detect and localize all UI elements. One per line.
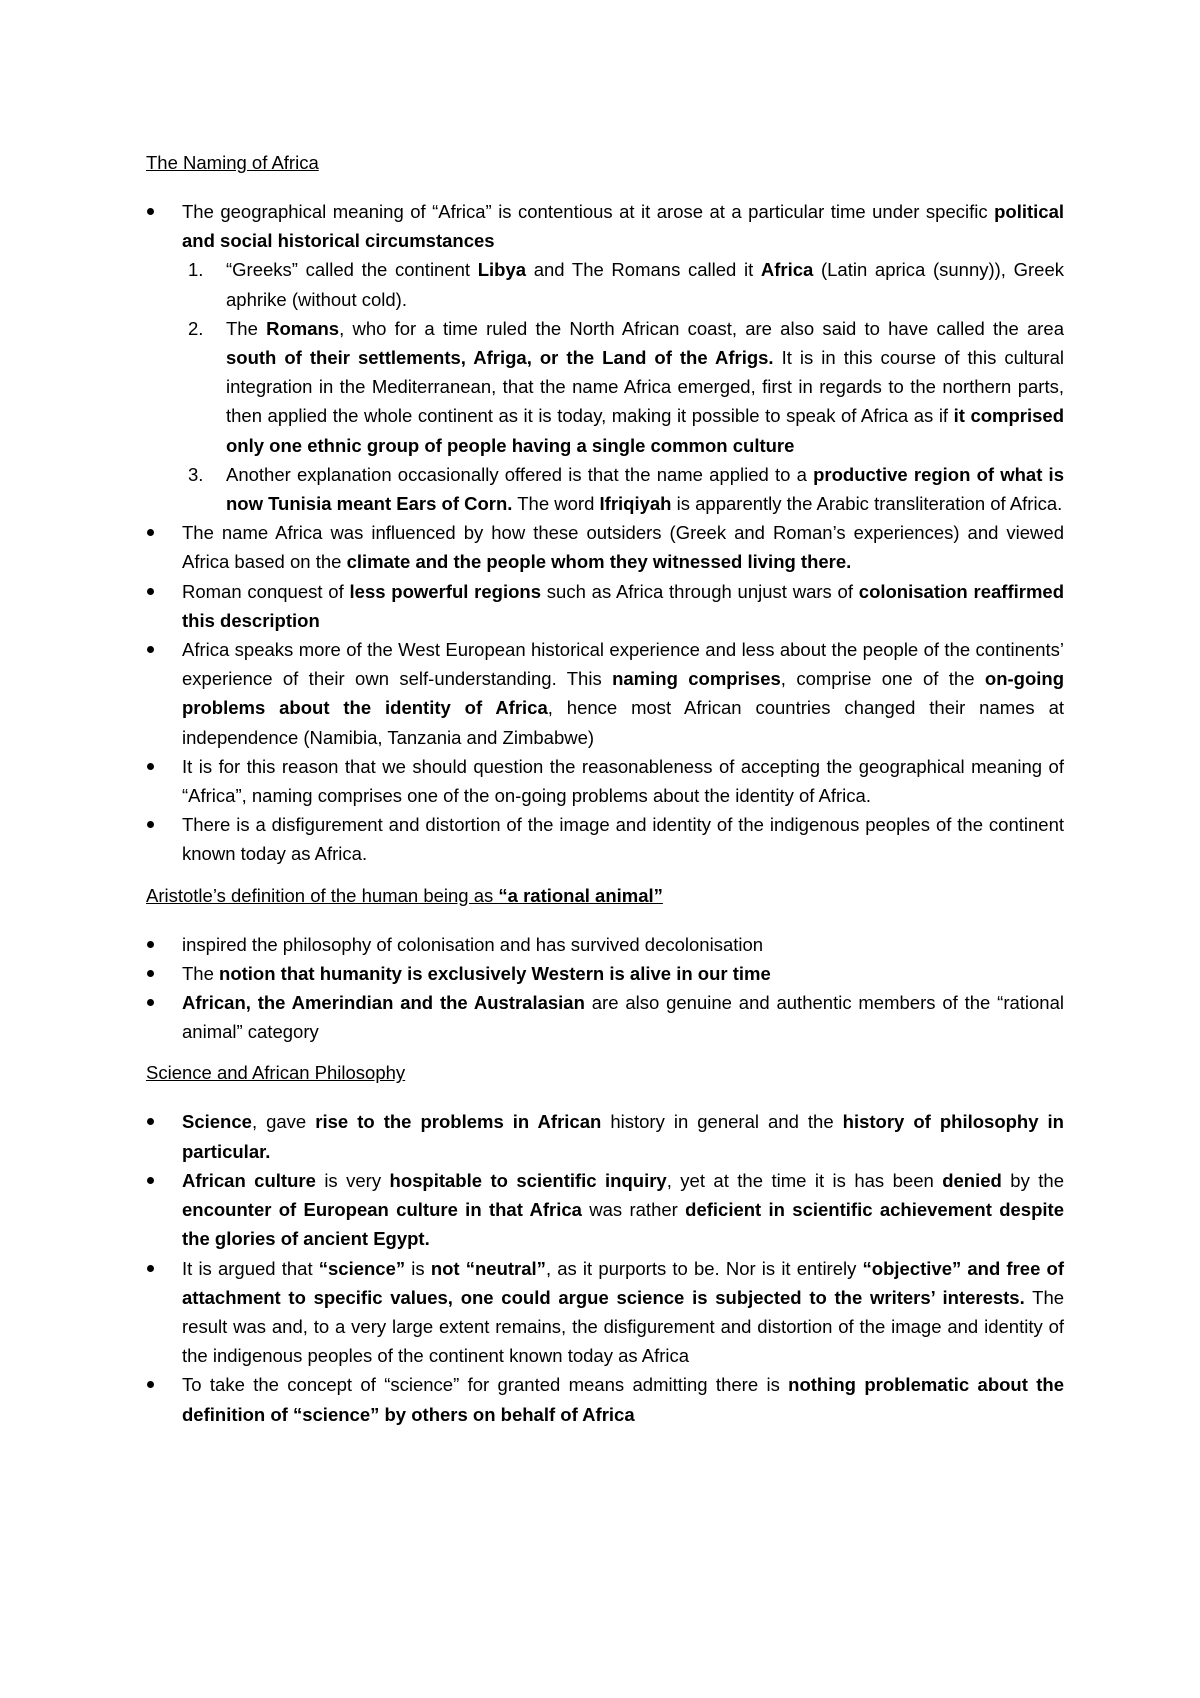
bullet-item xyxy=(146,930,1064,959)
text-run: It is for this reason that we should question the reasonableness of accepting the geographical meaning of “Africa”, naming comprises one of the on-going problems about the identity of Africa. xyxy=(182,755,1064,807)
text-run: , as it purports to be. Nor is it entirely xyxy=(545,1257,863,1279)
bullet-text xyxy=(182,810,1064,868)
bold-text: one could argue science is xyxy=(460,1286,708,1308)
text-run: There is a disfigurement and distortion of the image and identity of the indigenous peoples of the continent known today as Africa. xyxy=(182,814,1064,865)
bold-text: on-going problems about the identity of Africa xyxy=(182,668,1064,719)
item-number: 3. xyxy=(188,463,204,485)
bold-text: “objective” and free of attachment to specific values, xyxy=(182,1257,1064,1308)
bullet-text xyxy=(182,1107,1064,1165)
text-run: The geographical meaning of “Africa” is contentious at it arose at a particular time under specific xyxy=(182,201,995,222)
text-run xyxy=(453,1287,461,1308)
section-heading xyxy=(146,881,1064,910)
item-number: 2. xyxy=(188,317,204,339)
bullet-text xyxy=(182,1254,1064,1371)
text-run: inspired the philosophy of colonisation and has survived decolonisation xyxy=(182,933,764,955)
document-body xyxy=(146,148,1064,1429)
bold-text: rise to the problems in African xyxy=(315,1111,602,1133)
text-run: history in general and the xyxy=(601,1111,843,1133)
bullet-item xyxy=(146,810,1064,868)
text-run: Roman conquest of xyxy=(182,580,350,602)
numbered-list xyxy=(146,255,1064,518)
text-run: The name Africa was influenced by how these outsiders (Greek and Roman’s experiences) and viewed Africa based on the xyxy=(182,522,1064,573)
text-run: by the xyxy=(1001,1169,1064,1191)
text-run: (Latin aprica (sunny)), Greek aphrike (without cold). xyxy=(226,259,1064,310)
text-run: Another explanation occasionally offered is that the name applied to a xyxy=(226,463,814,485)
numbered-item xyxy=(146,460,1064,518)
text-run: , comprise one of the xyxy=(780,668,985,690)
text-run: To take the concept of “science” for granted means admitting there is xyxy=(182,1374,789,1396)
section-heading: Science and African Philosophy xyxy=(146,1062,406,1084)
bullet-item xyxy=(146,959,1064,988)
bullet-text xyxy=(182,635,1064,752)
bullet-item xyxy=(146,1166,1064,1254)
bold-text: history of philosophy in particular. xyxy=(182,1111,1064,1162)
bullet-text xyxy=(182,1370,1064,1428)
bullet-text xyxy=(182,988,1064,1046)
bullet-list xyxy=(146,930,1064,1047)
bold-text: south of their settlements, Afriga, or the Land of the Afrigs. xyxy=(226,347,774,369)
bullet-item xyxy=(146,197,1064,255)
bold-text: denied xyxy=(942,1169,1002,1191)
bold-text: climate and the people whom they witnessed living there. xyxy=(346,551,852,573)
bold-text: naming comprises xyxy=(612,668,781,690)
bullet-item xyxy=(146,518,1064,576)
bullet-item xyxy=(146,1254,1064,1371)
bold-text: deficient in scientific achievement despite the glories of ancient Egypt. xyxy=(182,1199,1064,1250)
numbered-item xyxy=(146,314,1064,460)
bold-text: Libya xyxy=(477,259,527,281)
item-number: 1. xyxy=(188,259,204,281)
text-run: is apparently the Arabic transliteration of Africa. xyxy=(671,493,1063,515)
bullet-text xyxy=(182,518,1064,576)
text-run: It is argued that xyxy=(182,1257,319,1279)
bold-text: “science” xyxy=(318,1257,406,1279)
text-run: Aristotle’s definition of the human being as xyxy=(146,884,499,906)
text-run: The result was and, to a very large extent remains, the disfigurement and distortion of the image and identity of the indigenous peoples of the continent known today as Africa xyxy=(182,1286,1065,1367)
bullet-item xyxy=(146,577,1064,635)
bullet-item xyxy=(146,752,1064,810)
text-run: The word xyxy=(512,493,600,515)
text-run: , gave xyxy=(251,1111,316,1133)
bullet-item xyxy=(146,635,1064,752)
text-run: and The Romans called it xyxy=(526,259,761,281)
text-run: “Greeks” called the continent xyxy=(226,259,478,281)
text-run: was rather xyxy=(581,1199,686,1221)
text-run: , yet at the time it is has been xyxy=(666,1169,943,1191)
bold-text: it comprised only one ethnic group of people having a single common culture xyxy=(226,405,1064,456)
bullet-text xyxy=(182,959,1064,988)
bullet-text xyxy=(182,930,1064,959)
bullet-text xyxy=(182,197,1064,255)
bullet-text xyxy=(182,577,1064,635)
bullet-list xyxy=(146,1107,1064,1428)
bold-text: notion that humanity is exclusively Western is alive in our time xyxy=(219,962,771,984)
text-run: are also genuine and authentic members of the “rational animal” category xyxy=(182,992,1064,1043)
bold-text: productive region of what is now Tunisia meant Ears of Corn. xyxy=(226,463,1064,515)
bold-text: subjected to the writers’ interests. xyxy=(715,1286,1025,1308)
bullet-text xyxy=(182,1166,1064,1254)
text-run: is very xyxy=(315,1169,390,1191)
bold-text: Science xyxy=(182,1111,252,1133)
text-run: such as Africa through unjust wars of xyxy=(541,580,859,602)
bold-text: African, the Amerindian and the Australasian xyxy=(182,992,585,1014)
text-run: The xyxy=(226,317,267,339)
bold-text: colonisation reaffirmed this description xyxy=(182,580,1064,631)
bullet-text xyxy=(182,752,1064,810)
bold-text: Ifriqiyah xyxy=(599,493,672,515)
text-run: , hence most African countries changed their names at independence (Namibia, Tanzania and Zimbabwe) xyxy=(182,697,1064,748)
bold-text: “a rational animal” xyxy=(498,884,663,906)
text-run: Africa speaks more of the West European historical experience and less about the people of the continents’ experience of their own self-understanding. This xyxy=(182,639,1064,690)
text-run: It is in this course of this cultural integration in the Mediterranean, that the name Africa emerged, first in regards to the northern parts, then applied the whole continent as it is today, making it possible to speak of Africa as if xyxy=(226,347,1064,427)
bold-text: less powerful regions xyxy=(349,580,541,602)
numbered-list-wrapper xyxy=(146,255,1064,518)
bold-text: Africa xyxy=(760,259,814,281)
section-heading: The Naming of Africa xyxy=(146,152,319,173)
bold-text: hospitable to scientific inquiry xyxy=(389,1169,667,1191)
bold-text: nothing problematic about the definition of “science” by others on behalf of Africa xyxy=(182,1374,1064,1425)
bold-text: African culture xyxy=(182,1169,316,1191)
bullet-item xyxy=(146,1370,1064,1428)
text-run: The xyxy=(182,962,220,984)
bold-text: Romans xyxy=(266,317,340,339)
bold-text: political and social historical circumstances xyxy=(182,201,1064,252)
bold-text: not “neutral” xyxy=(430,1257,546,1279)
bullet-list xyxy=(146,197,1064,869)
numbered-item xyxy=(146,255,1064,313)
bullet-item xyxy=(146,1107,1064,1165)
bold-text: encounter of European culture in that Africa xyxy=(182,1199,582,1221)
text-run: is xyxy=(405,1257,431,1279)
text-run: , who for a time ruled the North African coast, are also said to have called the area xyxy=(339,317,1064,339)
bullet-item xyxy=(146,988,1064,1046)
